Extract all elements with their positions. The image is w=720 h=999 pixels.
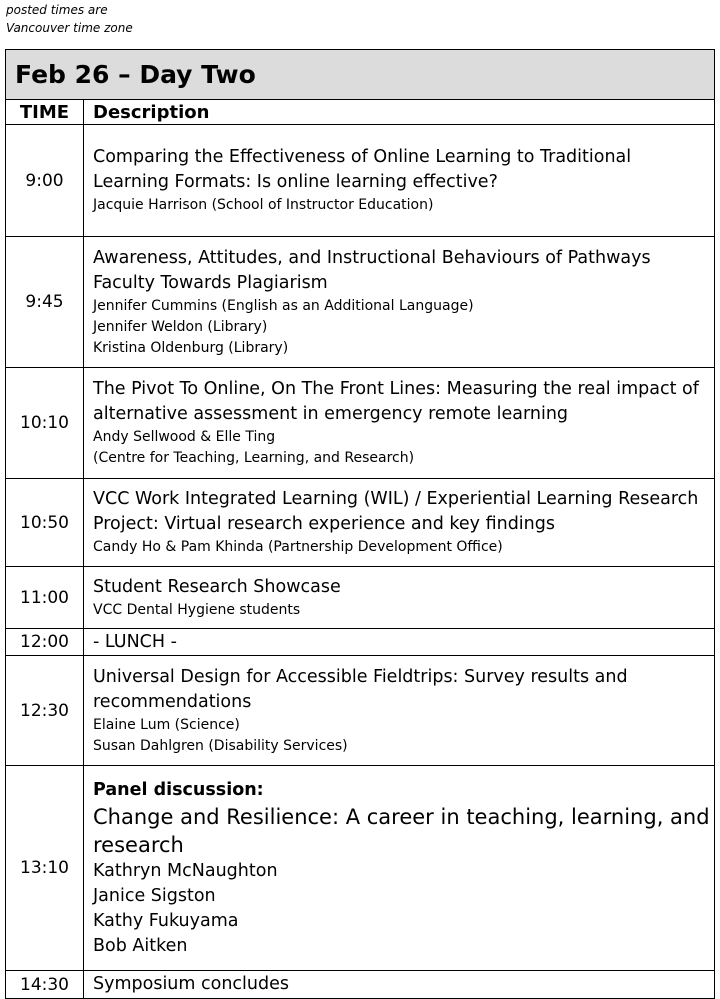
- session-speaker: Elaine Lum (Science): [93, 716, 240, 733]
- description-column-header: Description: [84, 100, 715, 125]
- session-speaker: Kristina Oldenburg (Library): [93, 339, 289, 356]
- session-row: [6, 567, 715, 629]
- session-speaker: VCC Dental Hygiene students: [93, 601, 301, 618]
- session-title: VCC Work Integrated Learning (WIL) / Experiential Learning Research Project: Virtual research experience and key findings: [93, 489, 699, 534]
- session-description: [84, 567, 715, 629]
- timezone-note-line: posted times are: [6, 3, 108, 17]
- timezone-note-line: Vancouver time zone: [6, 21, 133, 35]
- session-row: [6, 368, 715, 479]
- session-description: [84, 656, 715, 766]
- day-header-row: [6, 50, 715, 100]
- session-speaker: Susan Dahlgren (Disability Services): [93, 737, 348, 754]
- session-time: 11:00: [6, 567, 84, 629]
- schedule-table: [5, 49, 715, 999]
- session-row: [6, 766, 715, 971]
- session-time: 9:00: [6, 125, 84, 237]
- column-header-row: [6, 100, 715, 125]
- session-title: - LUNCH -: [93, 631, 177, 652]
- session-row: [6, 237, 715, 368]
- session-description: [84, 971, 715, 999]
- session-description: [84, 766, 715, 971]
- session-time: 10:50: [6, 479, 84, 567]
- timezone-note: [6, 1, 133, 37]
- session-speaker: Bob Aitken: [93, 935, 188, 956]
- session-speaker: Jennifer Weldon (Library): [93, 318, 268, 335]
- session-row: [6, 479, 715, 567]
- session-speaker: Candy Ho & Pam Khinda (Partnership Development Office): [93, 539, 503, 555]
- session-time: 9:45: [6, 237, 84, 368]
- session-title: The Pivot To Online, On The Front Lines: Measuring the real impact of alternative assessment in emergency remote learning: [93, 379, 699, 424]
- session-row: [6, 629, 715, 656]
- session-description: [84, 629, 715, 656]
- session-description: [84, 237, 715, 368]
- session-time: 13:10: [6, 766, 84, 971]
- session-row: [6, 971, 715, 999]
- day-title: Feb 26 – Day Two: [6, 50, 715, 100]
- session-time: 12:00: [6, 629, 84, 656]
- session-time: 10:10: [6, 368, 84, 479]
- session-time: 14:30: [6, 971, 84, 999]
- session-speaker: Jennifer Cummins (English as an Additional Language): [93, 297, 474, 314]
- session-title: Symposium concludes: [93, 974, 289, 994]
- session-speaker: Andy Sellwood & Elle Ting: [93, 429, 276, 445]
- session-title: Comparing the Effectiveness of Online Learning to Traditional Learning Formats: Is online learning effective?: [93, 147, 632, 192]
- session-speaker: (Centre for Teaching, Learning, and Research): [93, 450, 415, 466]
- session-row: [6, 656, 715, 766]
- session-speaker: Jacquie Harrison (School of Instructor Education): [93, 197, 434, 213]
- session-title: Awareness, Attitudes, and Instructional Behaviours of Pathways Faculty Towards Plagiarism: [93, 247, 651, 293]
- session-title: Universal Design for Accessible Fieldtrips: Survey results and recommendations: [93, 666, 628, 712]
- session-description: [84, 125, 715, 237]
- session-speaker: Kathy Fukuyama: [93, 910, 239, 931]
- session-description: [84, 368, 715, 479]
- session-time: 12:30: [6, 656, 84, 766]
- panel-label: Panel discussion:: [93, 779, 264, 800]
- time-column-header: TIME: [6, 100, 84, 125]
- session-title: Change and Resilience: A career in teaching, learning, and research: [93, 804, 710, 857]
- session-speaker: Janice Sigston: [93, 885, 216, 906]
- session-description: [84, 479, 715, 567]
- session-row: [6, 125, 715, 237]
- session-speaker: Kathryn McNaughton: [93, 860, 278, 881]
- session-title: Student Research Showcase: [93, 576, 341, 597]
